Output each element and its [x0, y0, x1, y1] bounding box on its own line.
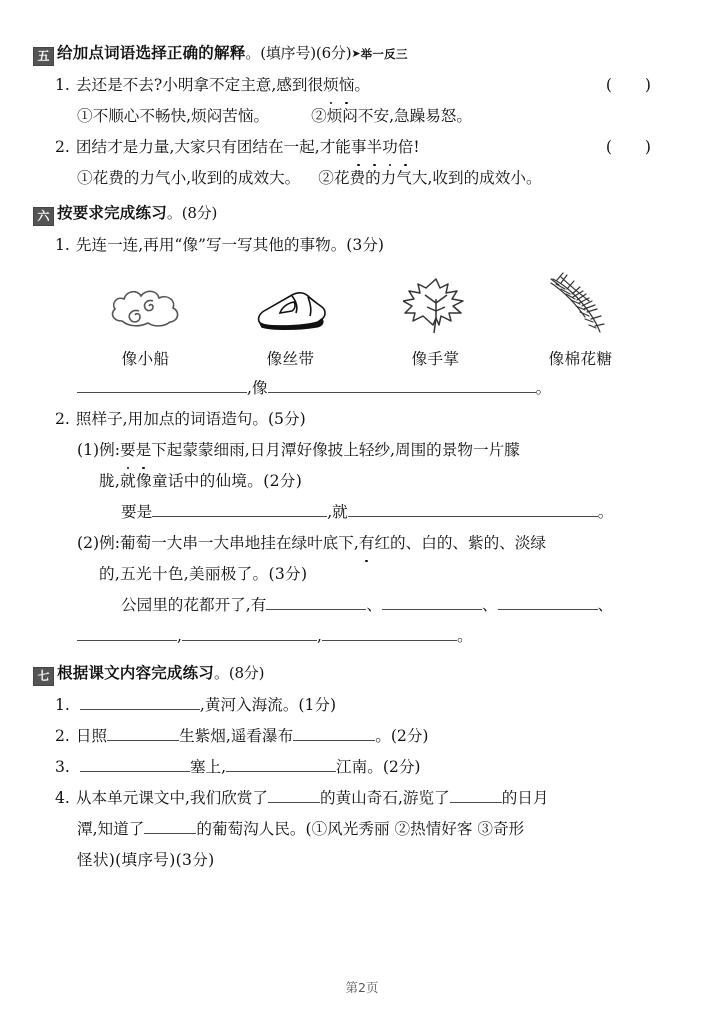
question-6-1-text: 先连一连,再用“像”写一写其他的事物。(3分) — [75, 236, 384, 254]
answer-blank-6-2-2-a[interactable] — [266, 592, 366, 610]
question-6-1-answer-line — [33, 373, 693, 404]
question-7-1-text: ,黄河入海流。(1分) — [199, 696, 337, 714]
page-footer: 第2页 — [345, 980, 379, 995]
answer-blank-7-3-a[interactable] — [80, 754, 190, 772]
question-6-2-1-part-b: 下起蒙蒙细雨,日月潭好像披上轻纱,周围的景物一片朦 — [151, 441, 520, 459]
tag-arrow-icon-5: ➤ — [351, 47, 361, 60]
question-7-2-number: 2. — [55, 727, 70, 745]
question-7-4-text-a: 从本单元课文中,我们欣赏了 — [75, 789, 268, 807]
question-7-3 — [33, 752, 693, 783]
question-6-1-number: 1. — [55, 236, 70, 254]
picture-cell-4[interactable] — [521, 271, 641, 339]
section-meta-7: 。(8分) — [214, 664, 265, 682]
question-5-2-option-2[interactable]: ②花费的力气大,收到的成效小。 — [318, 169, 542, 187]
question-6-2-1-number: (1) — [77, 441, 100, 459]
question-6-2-1-example — [33, 435, 693, 466]
question-5-1-emphasis: 烦恼 — [323, 70, 354, 101]
picture-label-4: 像棉花糖 — [548, 350, 613, 368]
question-6-2-1-emphasis: 要是 — [120, 435, 151, 466]
answer-blank-6-2-1-b[interactable] — [348, 499, 598, 517]
question-5-1-stem-b: 。 — [354, 76, 370, 94]
question-5-1-option-1[interactable]: ①不顺心不畅快,烦闷苦恼。 — [77, 107, 270, 125]
fill-sep-d: , — [177, 627, 182, 645]
picture-label-row — [33, 347, 693, 369]
maple-leaf-drawing — [403, 273, 469, 335]
question-5-1-option-2[interactable]: ②烦闷不安,急躁易怒。 — [311, 107, 472, 125]
question-6-2-2-example — [33, 528, 693, 559]
section-title-6: 按要求完成练习 — [57, 204, 167, 222]
question-6-2-2-emphasis: 有 — [359, 528, 375, 559]
question-5-2-option-1[interactable]: ①花费的力气小,收到的成效大。 — [77, 169, 301, 187]
question-7-3-text-a: 塞上, — [189, 758, 227, 776]
question-6-2-2-fill-lead: 公园里的花都开了,有 — [121, 596, 267, 614]
question-5-1-options — [33, 101, 693, 132]
section-number-badge-5: 五 — [33, 47, 54, 66]
question-6-2-1-lead: 例: — [99, 441, 120, 459]
question-7-1-number: 1. — [55, 696, 70, 714]
answer-blank-6-2-2-d[interactable] — [77, 623, 177, 641]
answer-blank-7-2-a[interactable] — [107, 723, 179, 741]
section-tag-5: 举一反三 — [360, 47, 408, 61]
question-6-2-2-fill-end: 。 — [456, 627, 473, 645]
question-6-2-number: 2. — [55, 410, 70, 428]
question-7-3-number: 3. — [55, 758, 70, 776]
fill-sep-a: 、 — [366, 596, 382, 614]
question-5-1-stem-a: 去还是不去?小明拿不定主意,感到很 — [75, 76, 324, 94]
fill-sep-e: , — [316, 627, 322, 645]
question-6-2-1-fill — [33, 497, 693, 528]
answer-blank-6-1-a[interactable] — [77, 375, 247, 393]
picture-cell-2[interactable] — [231, 283, 351, 339]
picture-label-1: 像小船 — [121, 350, 170, 368]
fill-sep-b: 、 — [481, 596, 498, 614]
answer-blank-7-4-c[interactable] — [144, 816, 196, 834]
question-6-2-2-fill-row1 — [33, 590, 693, 621]
picture-cell-1[interactable] — [86, 283, 206, 339]
question-7-4-text-b: 的黄山奇石,游览了 — [319, 789, 450, 807]
question-6-2-2-line2: 的,五光十色,美丽极了。(3分) — [99, 565, 308, 583]
question-6-2-2-number: (2) — [77, 534, 100, 552]
answer-blank-7-4-b[interactable] — [450, 785, 502, 803]
question-7-4-line2 — [33, 814, 693, 845]
question-5-2 — [33, 132, 693, 163]
section-number-badge-7: 七 — [33, 667, 54, 686]
question-6-2-text: 照样子,用加点的词语造句。(5分) — [75, 410, 306, 428]
question-5-2-stem-b: ! — [413, 138, 420, 156]
question-5-2-number: 2. — [55, 138, 70, 156]
picture-label-2: 像丝带 — [266, 350, 315, 368]
question-7-2-text-a: 日照 — [75, 727, 108, 745]
question-5-2-options — [33, 163, 693, 194]
question-5-1 — [33, 70, 693, 101]
question-7-1 — [33, 690, 693, 721]
question-5-2-stem-a: 团结才是力量,大家只有团结在一起,才能 — [75, 138, 351, 156]
answer-blank-7-1-a[interactable] — [80, 692, 200, 710]
question-6-2-1-fill-mid: ,就 — [327, 503, 348, 521]
question-5-1-number: 1. — [55, 76, 70, 94]
picture-label-3: 像手掌 — [411, 350, 460, 368]
question-5-1-answer-box[interactable]: ( ) — [605, 76, 665, 94]
answer-blank-7-2-b[interactable] — [293, 723, 375, 741]
answer-blank-6-2-2-f[interactable] — [322, 623, 457, 641]
section-header-7 — [33, 664, 693, 684]
answer-blank-7-3-b[interactable] — [226, 754, 336, 772]
question-6-1-terminator: 。 — [535, 379, 552, 397]
question-7-2 — [33, 721, 693, 752]
question-6-1-joiner: ,像 — [247, 379, 268, 397]
question-7-2-text-b: 生紫烟,遥看瀑布 — [179, 727, 294, 745]
picture-row — [33, 271, 693, 339]
section-header-6 — [33, 204, 693, 224]
question-6-2-2-lead: 例: — [99, 534, 120, 552]
shoe-drawing — [248, 283, 334, 335]
section-meta-5: 。(填序号)(6分) — [245, 44, 352, 62]
question-5-2-answer-box[interactable]: ( ) — [605, 138, 665, 156]
question-7-4-line1 — [33, 783, 693, 814]
question-7-2-text-c: 。(2分) — [375, 727, 429, 745]
answer-blank-6-2-2-c[interactable] — [498, 592, 598, 610]
answer-blank-7-4-a[interactable] — [268, 785, 320, 803]
section-title-5: 给加点词语选择正确的解释 — [57, 44, 246, 62]
picture-cell-3[interactable] — [376, 273, 496, 339]
question-7-4-text-c: 的日月 — [501, 789, 549, 807]
question-7-4-text-e: 的葡萄沟人民。(①风光秀丽 ②热情好客 ③奇形 — [196, 820, 525, 838]
section-title-7: 根据课文内容完成练习 — [57, 664, 215, 682]
question-6-1 — [33, 230, 693, 261]
section-meta-6: 。(8分) — [166, 204, 218, 222]
question-5-2-emphasis: 事半功倍 — [351, 132, 413, 163]
question-6-2-2-fill-row2 — [33, 621, 693, 652]
willow-branch-drawing — [543, 271, 619, 335]
question-6-2-2-part-b: 红的、白的、紫的、淡绿 — [374, 534, 546, 552]
answer-blank-6-2-2-b[interactable] — [382, 592, 482, 610]
question-6-2-2-part-a: 葡萄一大串一大串地挂在绿叶底下, — [119, 534, 359, 552]
question-7-4-line3: 怪状)(填序号)(3分) — [77, 851, 215, 869]
question-6-2-1-fill-lead: 要是 — [121, 503, 153, 521]
question-7-4-text-d: 潭,知道了 — [77, 820, 145, 838]
cloud-drawing — [106, 283, 186, 335]
answer-blank-6-1-b[interactable] — [268, 375, 536, 393]
section-number-badge-6: 六 — [33, 207, 54, 226]
answer-blank-6-2-2-e[interactable] — [182, 623, 317, 641]
question-6-2 — [33, 404, 693, 435]
worksheet-content — [33, 44, 693, 876]
answer-blank-6-2-1-a[interactable] — [152, 499, 327, 517]
section-header-5 — [33, 44, 693, 64]
fill-sep-c: 、 — [597, 596, 614, 614]
question-6-2-1-fill-end: 。 — [597, 503, 614, 521]
question-6-2-1-line2: 胧,就像童话中的仙境。(2分) — [99, 472, 303, 490]
question-7-3-text-b: 江南。(2分) — [336, 758, 421, 776]
question-7-4-number: 4. — [55, 789, 70, 807]
